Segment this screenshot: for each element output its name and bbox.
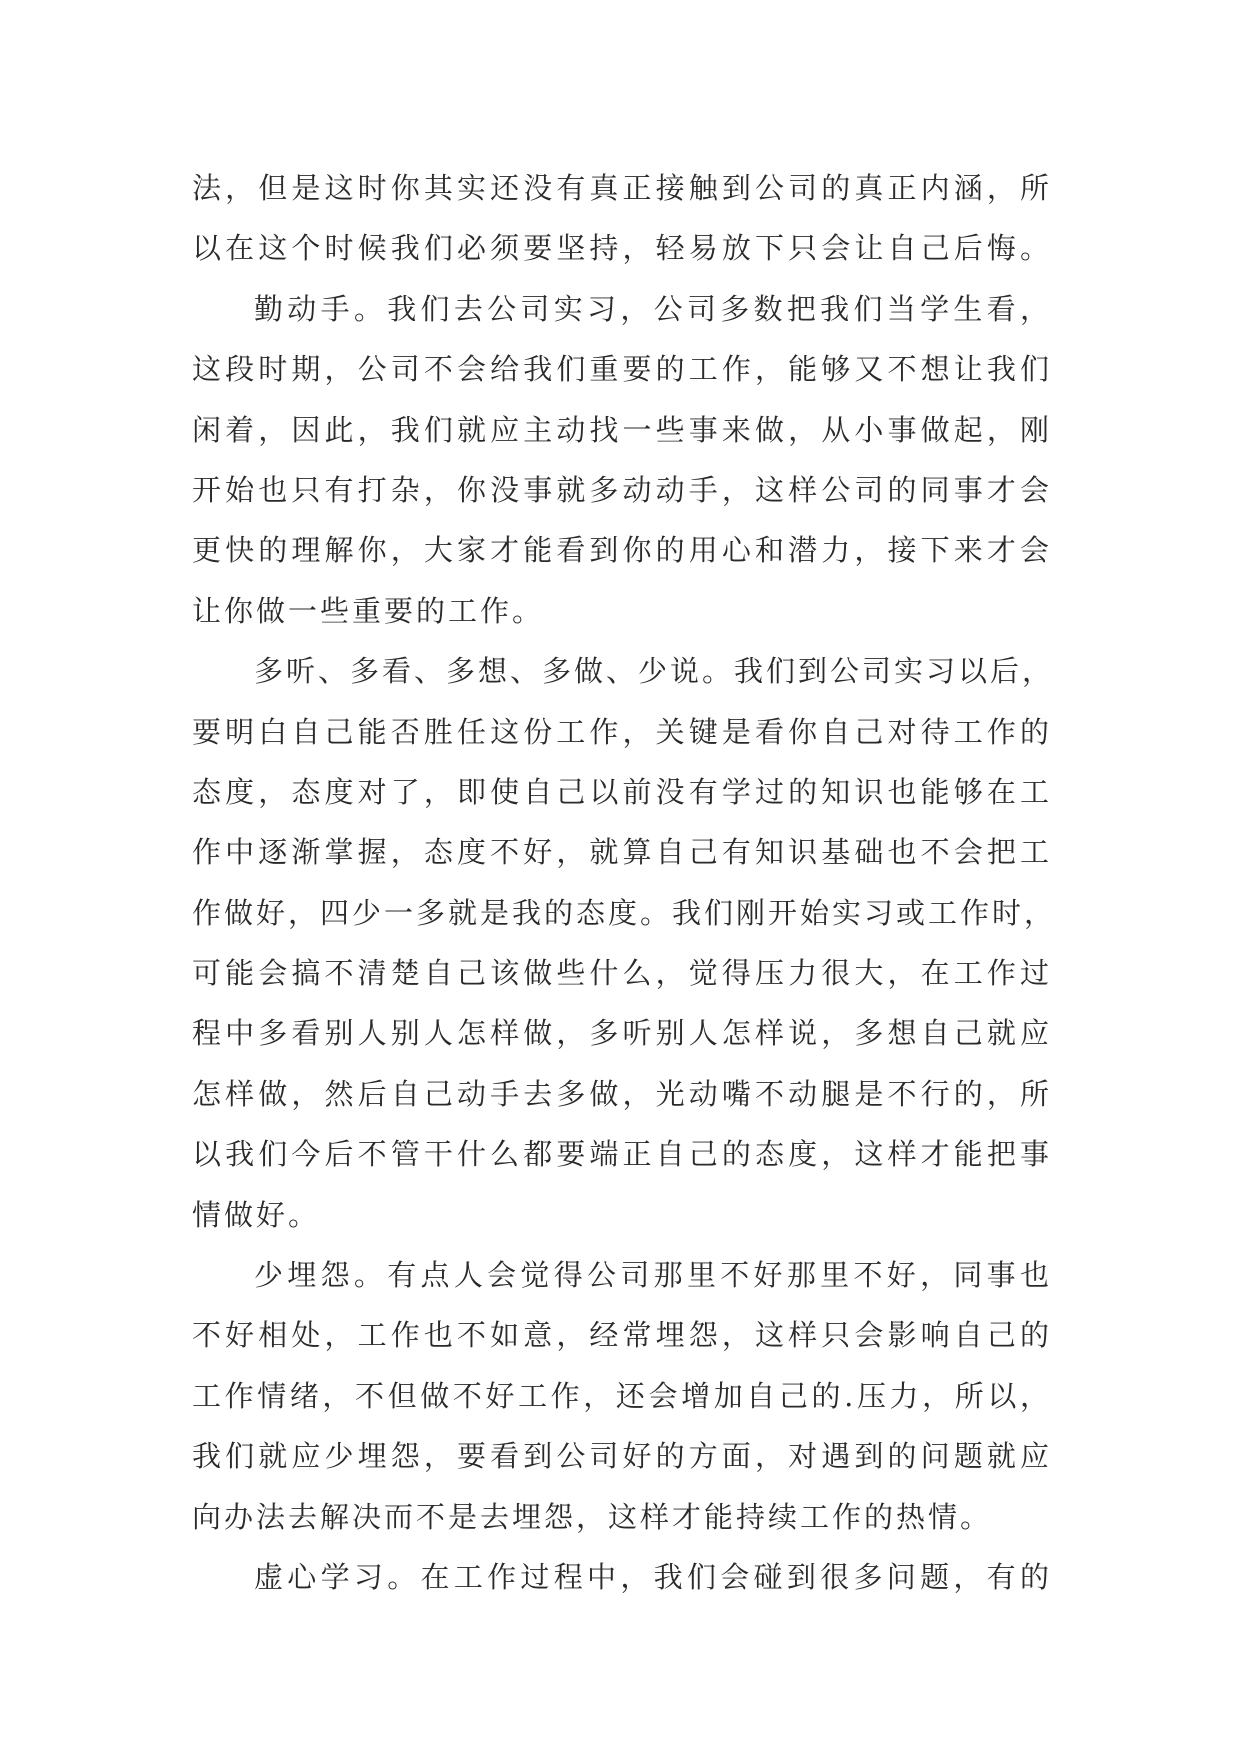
text-line: 少埋怨。有点人会觉得公司那里不好那里不好，同事也 [254, 1258, 1052, 1293]
text-line: 多听、多看、多想、多做、少说。我们到公司实习以后， [254, 654, 1055, 689]
text-line: 勤动手。我们去公司实习，公司多数把我们当学生看， [254, 291, 1052, 326]
text-line: 闲着，因此，我们就应主动找一些事来做，从小事做起，刚 [192, 412, 1052, 447]
text-line: 虚心学习。在工作过程中，我们会碰到很多问题，有的 [254, 1559, 1052, 1594]
text-line: 向办法去解决而不是去埋怨，这样才能持续工作的热情。 [192, 1499, 993, 1534]
text-line: 以在这个时候我们必须要坚持，轻易放下只会让自己后悔。 [192, 231, 1052, 266]
text-line: 怎样做，然后自己动手去多做，光动嘴不动腿是不行的，所 [192, 1076, 1052, 1111]
text-line: 工作情绪，不但做不好工作，还会增加自己的.压力，所以， [192, 1378, 1052, 1413]
text-line: 以我们今后不管干什么都要端正自己的态度，这样才能把事 [192, 1137, 1052, 1172]
text-line: 开始也只有打杂，你没事就多动动手，这样公司的同事才会 [192, 472, 1052, 507]
text-line: 不好相处，工作也不如意，经常埋怨，这样只会影响自己的 [192, 1318, 1052, 1353]
text-line: 可能会搞不清楚自己该做些什么，觉得压力很大，在工作过 [192, 956, 1052, 991]
text-line: 作中逐渐掌握，态度不好，就算自己有知识基础也不会把工 [192, 835, 1052, 870]
text-line: 我们就应少埋怨，要看到公司好的方面，对遇到的问题就应 [192, 1439, 1052, 1474]
text-line: 这段时期，公司不会给我们重要的工作，能够又不想让我们 [192, 352, 1052, 387]
text-line: 程中多看别人别人怎样做，多听别人怎样说，多想自己就应 [192, 1016, 1052, 1051]
text-line: 态度，态度对了，即使自己以前没有学过的知识也能够在工 [192, 774, 1052, 809]
text-line: 更快的理解你，大家才能看到你的用心和潜力，接下来才会 [192, 533, 1052, 568]
text-line: 要明白自己能否胜任这份工作，关键是看你自己对待工作的 [192, 714, 1052, 749]
body-text [192, 158, 1057, 1607]
text-line: 法，但是这时你其实还没有真正接触到公司的真正内涵，所 [192, 171, 1052, 205]
text-line: 情做好。 [192, 1197, 321, 1232]
text-line: 作做好，四少一多就是我的态度。我们刚开始实习或工作时， [192, 895, 1057, 930]
text-line: 让你做一些重要的工作。 [192, 593, 545, 628]
